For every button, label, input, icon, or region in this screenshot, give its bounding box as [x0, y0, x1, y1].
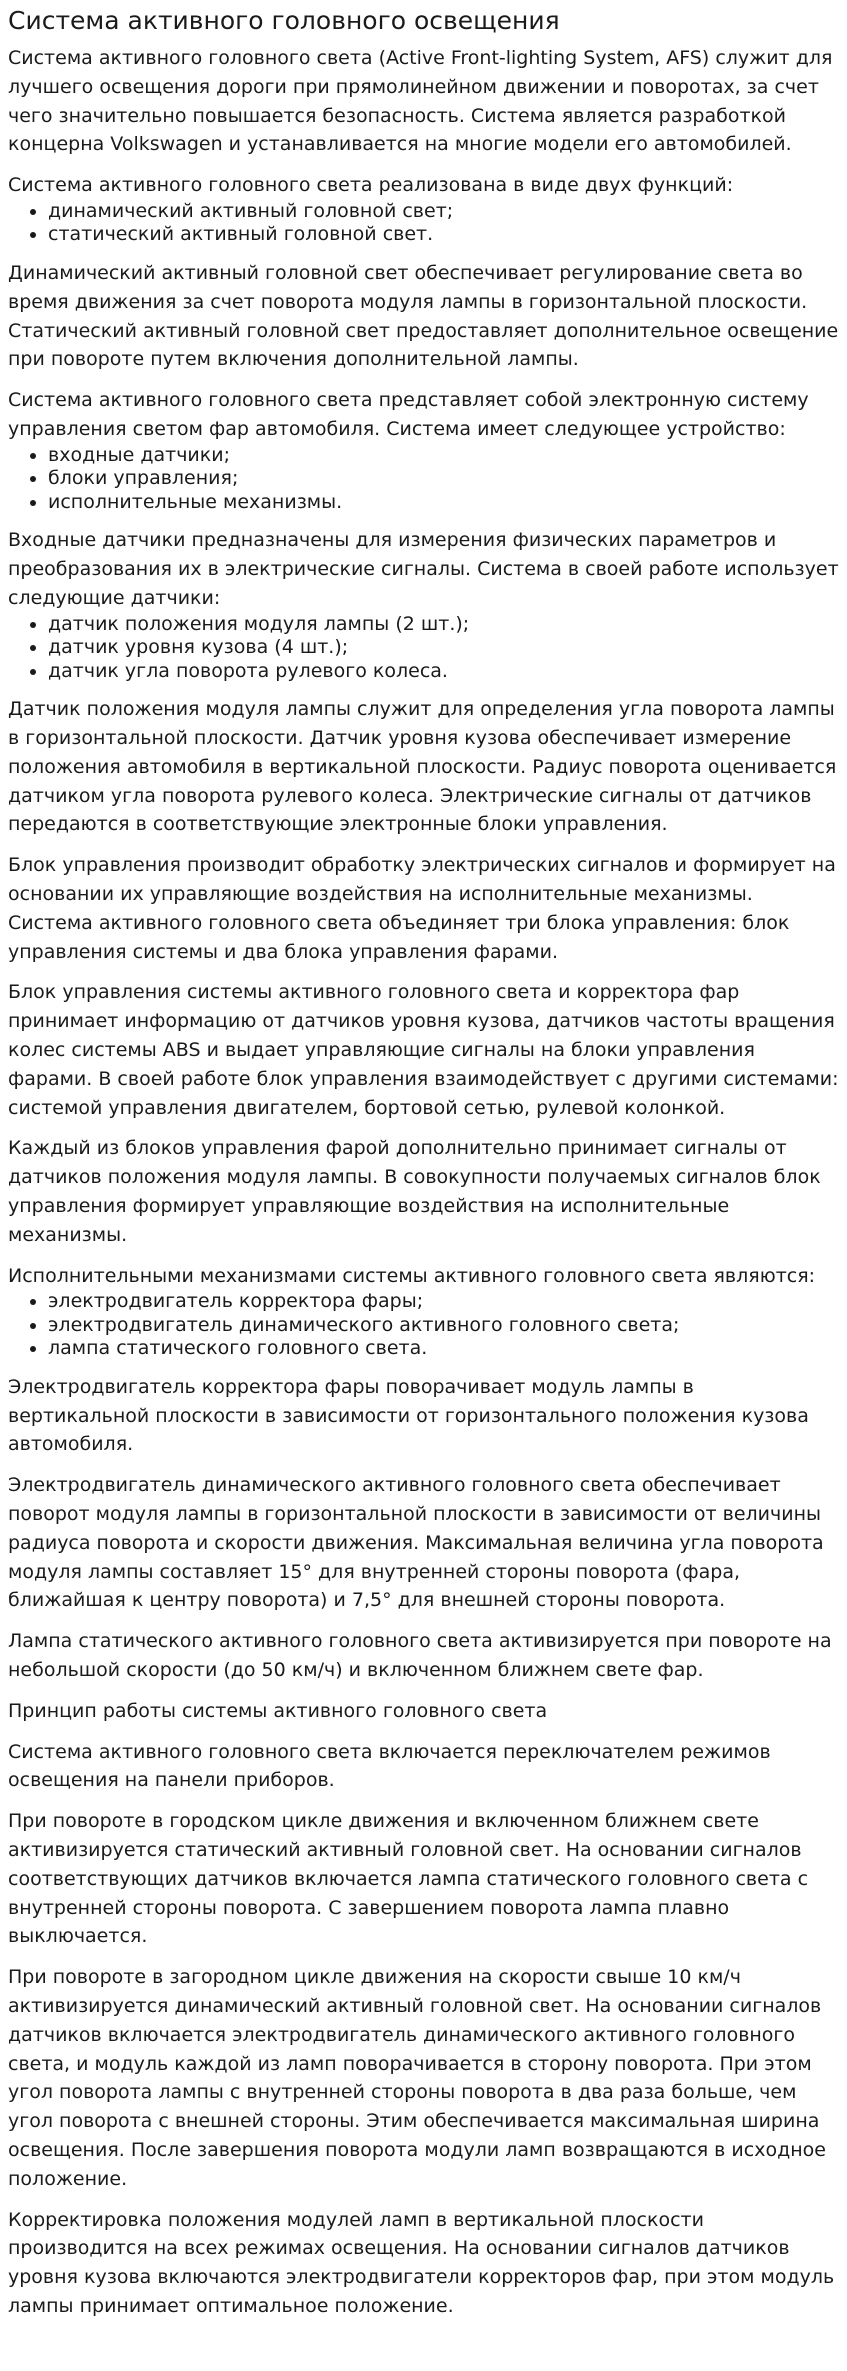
paragraph: Система активного головного света реализована в виде двух функций: [8, 174, 734, 197]
paragraph: Датчик положения модуля лампы служит для определения угла поворота лампы в горизонтальной плоскости. Датчик уровня кузова обеспечивает измерение положения автомобиля в вертикальной плоскости. Радиус поворота оценивается датчиком угла поворота рулевого колеса. Электрические сигналы от датчиков передаются в соответствующие электронные блоки управления. [8, 698, 837, 836]
list-item: • лампа статического головного света. [48, 1337, 839, 1361]
list-item: • входные датчики; [48, 444, 839, 468]
paragraph: Лампа статического активного головного света активизируется при повороте на небольшой скорости (до 50 км/ч) и включенном ближнем свете фар. [8, 1630, 832, 1681]
list-item: • датчик положения модуля лампы (2 шт.); [48, 613, 839, 637]
list-item: • статический активный головной свет. [48, 223, 839, 247]
paragraph: Корректировка положения модулей ламп в вертикальной плоскости производится на всех режимах освещения. На основании сигналов датчиков уровня кузова включаются электродвигатели корректоров фар, при этом модуль лампы принимает оптимальное положение. [8, 2208, 835, 2317]
paragraph: Исполнительными механизмами системы активного головного света являются: [8, 1264, 816, 1287]
paragraph: Входные датчики предназначены для измерения физических параметров и преобразования их в электрические сигналы. Система в своей работе использует следующие датчики: [8, 529, 839, 609]
paragraph: Система активного головного света представляет собой электронную систему управления светом фар автомобиля. Система имеет следующее устройство: [8, 389, 809, 440]
list-item: • исполнительные механизмы. [48, 491, 839, 515]
list-item: • датчик угла поворота рулевого колеса. [48, 660, 839, 684]
paragraph: Электродвигатель корректора фары поворачивает модуль лампы в вертикальной плоскости в зависимости от горизонтального положения кузова автомобиля. [8, 1375, 809, 1456]
article-body [8, 44, 839, 2321]
page-title: Система активного головного освещения [8, 6, 560, 35]
list-item: • электродвигатель корректора фары; [48, 1290, 839, 1314]
bullet-list [8, 613, 839, 684]
paragraph: Система активного головного света включается переключателем режимов освещения на панели приборов. [8, 1740, 771, 1792]
list-item: • блоки управления; [48, 467, 839, 491]
paragraph: Блок управления производит обработку электрических сигналов и формирует на основании их управляющие воздействия на исполнительные механизмы. Система активного головного света объединяет три блока управления: блок управления системы и два блока управления фарами. [8, 854, 836, 963]
list-item: • электродвигатель динамического активного головного света; [48, 1314, 839, 1338]
list-item: • датчик уровня кузова (4 шт.); [48, 636, 839, 660]
bullet-list [8, 200, 839, 247]
paragraph: При повороте в городском цикле движения и включенном ближнем свете активизируется статический активный головной свет. На основании сигналов соответствующих датчиков включается лампа статического головного света с внутренней стороны поворота. С завершением поворота лампа плавно выключается. [8, 1810, 809, 1948]
paragraph: Динамический активный головной свет обеспечивает регулирование света во время движения за счет поворота модуля лампы в горизонтальной плоскости. Статический активный головной свет предоставляет дополнительное освещение при повороте путем включения дополнительной лампы. [8, 261, 839, 371]
paragraph: Каждый из блоков управления фарой дополнительно принимает сигналы от датчиков положения модуля лампы. В совокупности получаемых сигналов блок управления формирует управляющие воздействия на исполнительные механизмы. [8, 1137, 821, 1246]
list-item: • динамический активный головной свет; [48, 200, 839, 224]
paragraph: Система активного головного света (Active Front-lighting System, AFS) служит для лучшего освещения дороги при прямолинейном движении и поворотах, за счет чего значительно повышается безопасность. Система является разработкой концерна Volkswagen и устанавливается на многие модели его автомобилей. [8, 47, 833, 156]
bullet-list [8, 444, 839, 515]
paragraph: Электродвигатель динамического активного головного света обеспечивает поворот модуля лампы в горизонтальной плоскости в зависимости от величины радиуса поворота и скорости движения. Максимальная величина угла поворота модуля лампы составляет 15° для внутренней стороны поворота (фара, ближайшая к центру поворота) и 7,5° для внешней стороны поворота. [8, 1474, 824, 1612]
bullet-list [8, 1290, 839, 1361]
paragraph: Блок управления системы активного головного света и корректора фар принимает информацию от датчиков уровня кузова, датчиков частоты вращения колес системы ABS и выдает управляющие сигналы на блоки управления фарами. В своей работе блок управления взаимодействует с другими системами: системой управления двигателем, бортовой сетью, рулевой колонкой. [8, 981, 839, 1119]
paragraph: Принцип работы системы активного головного света [8, 1699, 548, 1722]
paragraph: При повороте в загородном цикле движения на скорости свыше 10 км/ч активизируется динамический активный головной свет. На основании сигналов датчиков включается электродвигатель динамического активного головного света, и модуль каждой из ламп поворачивается в сторону поворота. При этом угол поворота лампы с внутренней стороны поворота в два раза больше, чем угол поворота с внешней стороны. Этим обеспечивается максимальная ширина освещения. После завершения поворота модули ламп возвращаются в исходное положение. [8, 1966, 826, 2190]
